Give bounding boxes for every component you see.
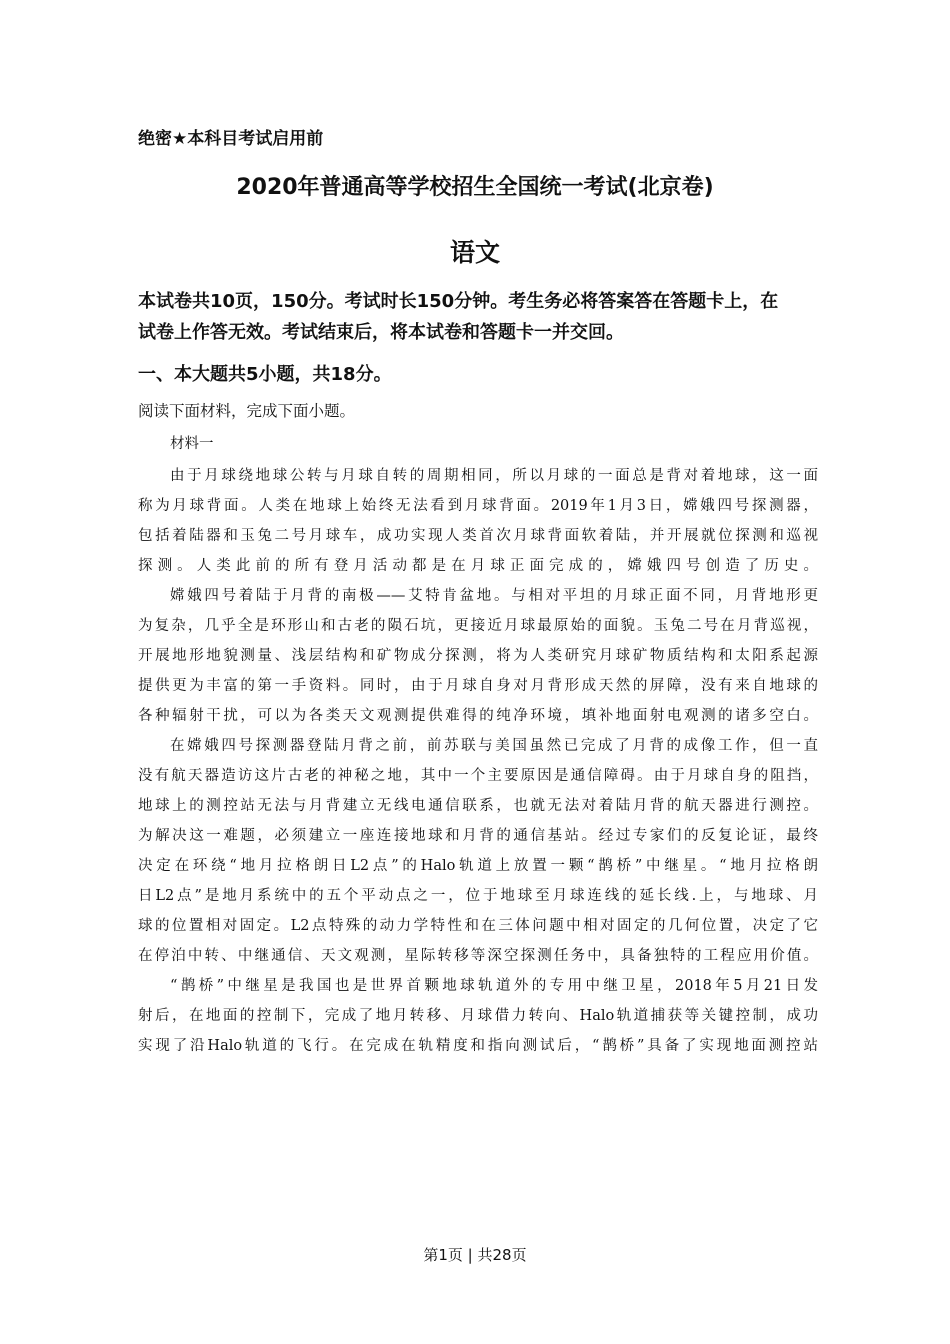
section-heading: 一、本大题共5小题，共18分。 — [138, 364, 392, 385]
exam-notice — [138, 286, 818, 348]
notice-line: 本试卷共10页，150分。考试时长150分钟。考生务必将答案答在答题卡上，在 — [138, 291, 779, 312]
material-label: 材料一 — [170, 436, 214, 452]
body-line: 球的位置相对固定。L2点特殊的动力学特性和在三体问题中相对固定的几何位置，决定了它 — [138, 918, 818, 934]
subject-title: 语文 — [449, 238, 500, 267]
body-line: 嫦娥四号着陆于月背的南极——艾特肯盆地。与相对平坦的月球正面不同，月背地形更 — [170, 588, 818, 604]
body-line: 没有航天器造访这片古老的神秘之地，其中一个主要原因是通信障碍。由于月球自身的阻挡， — [138, 768, 818, 784]
body-line: 称为月球背面。人类在地球上始终无法看到月球背面。2019年1月3日，嫦娥四号探测器， — [138, 498, 818, 514]
page-footer: 第1页 | 共28页 — [423, 1246, 527, 1264]
material-body — [138, 461, 818, 1061]
body-line: 各种辐射干扰，可以为各类天文观测提供难得的纯净环境，填补地面射电观测的诸多空白。 — [138, 708, 818, 724]
body-line: 为解决这一难题，必须建立一座连接地球和月背的通信基站。经过专家们的反复论证，最终 — [138, 828, 818, 844]
body-line: 提供更为丰富的第一手资料。同时，由于月球自身对月背形成天然的屏障，没有来自地球的 — [138, 678, 818, 694]
body-line: 由于月球绕地球公转与月球自转的周期相同，所以月球的一面总是背对着地球，这一面 — [170, 468, 818, 484]
body-line: 决定在环绕“地月拉格朗日L2点”的Halo轨道上放置一颗“鹊桥”中继星。“地月拉格朗 — [138, 858, 818, 874]
notice-line: 试卷上作答无效。考试结束后，将本试卷和答题卡一并交回。 — [138, 322, 624, 343]
body-line: 在嫦娥四号探测器登陆月背之前，前苏联与美国虽然已完成了月背的成像工作，但一直 — [170, 738, 818, 754]
body-line: 探测。人类此前的所有登月活动都是在月球正面完成的，嫦娥四号创造了历史。 — [138, 558, 818, 574]
body-line: 包括着陆器和玉兔二号月球车，成功实现人类首次月球背面软着陆，并开展就位探测和巡视 — [138, 528, 818, 544]
body-line: “鹊桥”中继星是我国也是世界首颗地球轨道外的专用中继卫星，2018年5月21日发 — [170, 978, 818, 994]
body-line: 为复杂，几乎全是环形山和古老的陨石坑，更接近月球最原始的面貌。玉兔二号在月背巡视， — [138, 618, 818, 634]
body-line: 射后，在地面的控制下，完成了地月转移、月球借力转向、Halo轨道捕获等关键控制，成功 — [138, 1008, 818, 1024]
exam-title: 2020年普通高等学校招生全国统一考试(北京卷) — [236, 175, 714, 200]
reading-instruction: 阅读下面材料，完成下面小题。 — [138, 402, 356, 420]
body-line: 实现了沿Halo轨道的飞行。在完成在轨精度和指向测试后，“鹊桥”具备了实现地面测控站 — [138, 1038, 818, 1054]
body-line: 日L2点”是地月系统中的五个平动点之一，位于地球至月球连线的延长线.上，与地球、月 — [138, 888, 818, 904]
body-line: 开展地形地貌测量、浅层结构和矿物成分探测，将为人类研究月球矿物质结构和太阳系起源 — [138, 648, 818, 664]
confidential-label: 绝密★本科目考试启用前 — [138, 129, 324, 149]
body-line: 地球上的测控站无法与月背建立无线电通信联系，也就无法对着陆月背的航天器进行测控。 — [138, 798, 818, 814]
body-line: 在停泊中转、中继通信、天文观测，星际转移等深空探测任务中，具备独特的工程应用价值。 — [138, 948, 818, 964]
